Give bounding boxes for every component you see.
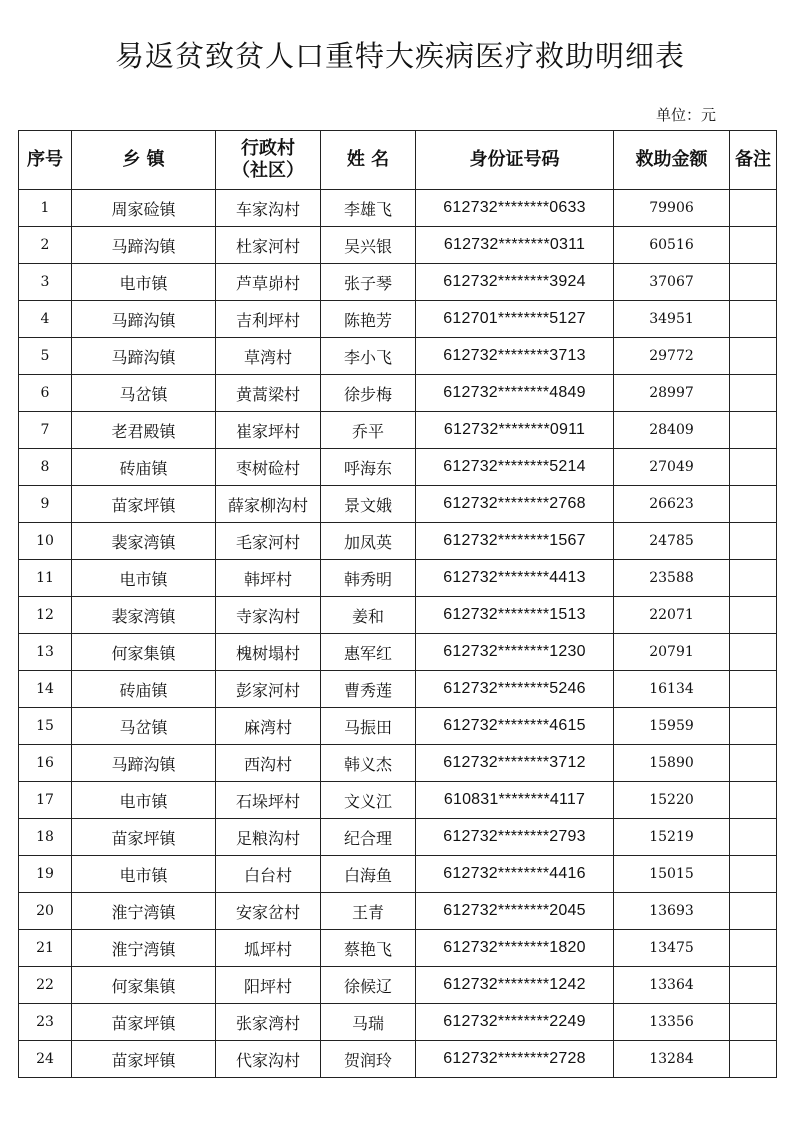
cell-amount: 15220 <box>614 782 730 819</box>
document-title: 易返贫致贫人口重特大疾病医疗救助明细表 <box>114 39 685 73</box>
cell-id-number: 612732********5214 <box>416 449 614 486</box>
cell-village: 麻湾村 <box>216 708 321 745</box>
table-row <box>19 449 777 486</box>
cell-seq: 22 <box>19 967 72 1004</box>
cell-id-number: 612732********3924 <box>416 264 614 301</box>
cell-seq: 24 <box>19 1041 72 1078</box>
table-header-row <box>19 131 777 190</box>
cell-village: 彭家河村 <box>216 671 321 708</box>
cell-amount: 79906 <box>614 190 730 227</box>
cell-remark <box>730 264 777 301</box>
cell-name: 马瑞 <box>321 1004 416 1041</box>
cell-village: 杜家河村 <box>216 227 321 264</box>
cell-remark <box>730 893 777 930</box>
cell-amount: 13284 <box>614 1041 730 1078</box>
cell-id-number: 610831********4117 <box>416 782 614 819</box>
relief-detail-table <box>18 130 777 1078</box>
cell-amount: 13693 <box>614 893 730 930</box>
cell-town: 苗家坪镇 <box>72 819 216 856</box>
cell-id-number: 612732********3713 <box>416 338 614 375</box>
cell-town: 周家硷镇 <box>72 190 216 227</box>
cell-seq: 15 <box>19 708 72 745</box>
cell-amount: 60516 <box>614 227 730 264</box>
table-body <box>19 190 777 1078</box>
cell-seq: 5 <box>19 338 72 375</box>
cell-name: 蔡艳飞 <box>321 930 416 967</box>
cell-id-number: 612732********2045 <box>416 893 614 930</box>
cell-seq: 9 <box>19 486 72 523</box>
cell-town: 马蹄沟镇 <box>72 227 216 264</box>
table-row <box>19 967 777 1004</box>
table-row <box>19 227 777 264</box>
cell-name: 吴兴银 <box>321 227 416 264</box>
cell-name: 张子琴 <box>321 264 416 301</box>
table-row <box>19 338 777 375</box>
cell-id-number: 612732********1820 <box>416 930 614 967</box>
cell-id-number: 612732********2728 <box>416 1041 614 1078</box>
cell-town: 何家集镇 <box>72 967 216 1004</box>
cell-name: 白海鱼 <box>321 856 416 893</box>
cell-town: 苗家坪镇 <box>72 486 216 523</box>
cell-town: 电市镇 <box>72 856 216 893</box>
cell-village: 白台村 <box>216 856 321 893</box>
cell-village: 枣树硷村 <box>216 449 321 486</box>
cell-town: 马蹄沟镇 <box>72 338 216 375</box>
cell-name: 景文娥 <box>321 486 416 523</box>
cell-village: 石垛坪村 <box>216 782 321 819</box>
table-row <box>19 1004 777 1041</box>
cell-name: 姜和 <box>321 597 416 634</box>
cell-remark <box>730 967 777 1004</box>
cell-village: 西沟村 <box>216 745 321 782</box>
cell-town: 电市镇 <box>72 782 216 819</box>
cell-id-number: 612701********5127 <box>416 301 614 338</box>
table-row <box>19 819 777 856</box>
table-row <box>19 634 777 671</box>
cell-seq: 17 <box>19 782 72 819</box>
cell-amount: 34951 <box>614 301 730 338</box>
header-remark: 备注 <box>730 131 777 190</box>
cell-village: 吉利坪村 <box>216 301 321 338</box>
cell-id-number: 612732********5246 <box>416 671 614 708</box>
header-village-line2: （社区） <box>232 160 304 181</box>
cell-village: 坬坪村 <box>216 930 321 967</box>
cell-remark <box>730 819 777 856</box>
cell-seq: 16 <box>19 745 72 782</box>
cell-id-number: 612732********4416 <box>416 856 614 893</box>
cell-name: 徐候辽 <box>321 967 416 1004</box>
cell-seq: 20 <box>19 893 72 930</box>
table-row <box>19 190 777 227</box>
cell-amount: 27049 <box>614 449 730 486</box>
cell-name: 曹秀莲 <box>321 671 416 708</box>
cell-name: 韩义杰 <box>321 745 416 782</box>
cell-seq: 3 <box>19 264 72 301</box>
cell-village: 黄蒿梁村 <box>216 375 321 412</box>
cell-village: 毛家河村 <box>216 523 321 560</box>
cell-id-number: 612732********0311 <box>416 227 614 264</box>
cell-village: 寺家沟村 <box>216 597 321 634</box>
cell-town: 马蹄沟镇 <box>72 745 216 782</box>
cell-village: 崔家坪村 <box>216 412 321 449</box>
cell-town: 苗家坪镇 <box>72 1041 216 1078</box>
cell-town: 砖庙镇 <box>72 671 216 708</box>
cell-village: 槐树塌村 <box>216 634 321 671</box>
cell-village: 安家岔村 <box>216 893 321 930</box>
cell-amount: 26623 <box>614 486 730 523</box>
cell-remark <box>730 597 777 634</box>
cell-town: 马岔镇 <box>72 375 216 412</box>
table-row <box>19 597 777 634</box>
cell-amount: 15015 <box>614 856 730 893</box>
cell-remark <box>730 856 777 893</box>
cell-amount: 37067 <box>614 264 730 301</box>
cell-remark <box>730 708 777 745</box>
cell-village: 阳坪村 <box>216 967 321 1004</box>
cell-id-number: 612732********2249 <box>416 1004 614 1041</box>
cell-name: 惠军红 <box>321 634 416 671</box>
cell-town: 裴家湾镇 <box>72 523 216 560</box>
cell-seq: 1 <box>19 190 72 227</box>
unit-label: 单位：元 <box>656 106 717 124</box>
cell-town: 裴家湾镇 <box>72 597 216 634</box>
cell-name: 贺润玲 <box>321 1041 416 1078</box>
cell-seq: 23 <box>19 1004 72 1041</box>
cell-town: 电市镇 <box>72 264 216 301</box>
cell-amount: 13364 <box>614 967 730 1004</box>
table-row <box>19 523 777 560</box>
cell-remark <box>730 338 777 375</box>
cell-id-number: 612732********4615 <box>416 708 614 745</box>
cell-name: 乔平 <box>321 412 416 449</box>
cell-remark <box>730 1041 777 1078</box>
cell-amount: 20791 <box>614 634 730 671</box>
header-amount: 救助金额 <box>614 131 730 190</box>
cell-town: 淮宁湾镇 <box>72 893 216 930</box>
cell-id-number: 612732********2768 <box>416 486 614 523</box>
cell-remark <box>730 671 777 708</box>
cell-id-number: 612732********1513 <box>416 597 614 634</box>
cell-town: 苗家坪镇 <box>72 1004 216 1041</box>
cell-town: 电市镇 <box>72 560 216 597</box>
cell-village: 芦草峁村 <box>216 264 321 301</box>
cell-name: 文义江 <box>321 782 416 819</box>
table-row <box>19 486 777 523</box>
cell-name: 马振田 <box>321 708 416 745</box>
cell-seq: 18 <box>19 819 72 856</box>
cell-name: 陈艳芳 <box>321 301 416 338</box>
cell-name: 呼海东 <box>321 449 416 486</box>
cell-seq: 14 <box>19 671 72 708</box>
cell-seq: 19 <box>19 856 72 893</box>
cell-seq: 21 <box>19 930 72 967</box>
header-name: 姓 名 <box>321 131 416 190</box>
table-row <box>19 782 777 819</box>
cell-id-number: 612732********0911 <box>416 412 614 449</box>
header-seq: 序号 <box>19 131 72 190</box>
cell-id-number: 612732********1242 <box>416 967 614 1004</box>
cell-id-number: 612732********4849 <box>416 375 614 412</box>
cell-town: 马岔镇 <box>72 708 216 745</box>
cell-remark <box>730 930 777 967</box>
cell-town: 马蹄沟镇 <box>72 301 216 338</box>
table-row <box>19 375 777 412</box>
cell-name: 加凤英 <box>321 523 416 560</box>
cell-town: 砖庙镇 <box>72 449 216 486</box>
cell-seq: 11 <box>19 560 72 597</box>
cell-id-number: 612732********1567 <box>416 523 614 560</box>
cell-seq: 6 <box>19 375 72 412</box>
cell-remark <box>730 412 777 449</box>
cell-seq: 13 <box>19 634 72 671</box>
cell-remark <box>730 375 777 412</box>
cell-seq: 4 <box>19 301 72 338</box>
cell-amount: 15959 <box>614 708 730 745</box>
cell-seq: 12 <box>19 597 72 634</box>
cell-remark <box>730 523 777 560</box>
cell-remark <box>730 1004 777 1041</box>
cell-amount: 28997 <box>614 375 730 412</box>
cell-seq: 10 <box>19 523 72 560</box>
cell-seq: 2 <box>19 227 72 264</box>
cell-name: 韩秀明 <box>321 560 416 597</box>
header-village-line1: 行政村 <box>241 138 295 159</box>
cell-remark <box>730 745 777 782</box>
cell-amount: 13356 <box>614 1004 730 1041</box>
cell-town: 淮宁湾镇 <box>72 930 216 967</box>
cell-name: 李小飞 <box>321 338 416 375</box>
cell-name: 纪合理 <box>321 819 416 856</box>
cell-seq: 8 <box>19 449 72 486</box>
cell-remark <box>730 190 777 227</box>
cell-name: 李雄飞 <box>321 190 416 227</box>
cell-amount: 23588 <box>614 560 730 597</box>
header-village <box>216 131 321 190</box>
header-id-number: 身份证号码 <box>416 131 614 190</box>
cell-id-number: 612732********4413 <box>416 560 614 597</box>
cell-amount: 15219 <box>614 819 730 856</box>
table-row <box>19 1041 777 1078</box>
cell-amount: 16134 <box>614 671 730 708</box>
cell-amount: 24785 <box>614 523 730 560</box>
cell-remark <box>730 560 777 597</box>
cell-amount: 29772 <box>614 338 730 375</box>
cell-village: 足粮沟村 <box>216 819 321 856</box>
table-row <box>19 856 777 893</box>
cell-name: 王青 <box>321 893 416 930</box>
cell-town: 何家集镇 <box>72 634 216 671</box>
cell-village: 韩坪村 <box>216 560 321 597</box>
cell-amount: 28409 <box>614 412 730 449</box>
cell-id-number: 612732********3712 <box>416 745 614 782</box>
cell-remark <box>730 486 777 523</box>
table-row <box>19 930 777 967</box>
cell-remark <box>730 634 777 671</box>
table-row <box>19 560 777 597</box>
table-row <box>19 301 777 338</box>
cell-village: 车家沟村 <box>216 190 321 227</box>
cell-amount: 13475 <box>614 930 730 967</box>
cell-name: 徐步梅 <box>321 375 416 412</box>
cell-village: 薛家柳沟村 <box>216 486 321 523</box>
cell-id-number: 612732********2793 <box>416 819 614 856</box>
cell-remark <box>730 301 777 338</box>
table-row <box>19 745 777 782</box>
cell-seq: 7 <box>19 412 72 449</box>
cell-remark <box>730 227 777 264</box>
table-row <box>19 671 777 708</box>
cell-remark <box>730 449 777 486</box>
cell-amount: 15890 <box>614 745 730 782</box>
cell-village: 草湾村 <box>216 338 321 375</box>
cell-village: 张家湾村 <box>216 1004 321 1041</box>
cell-id-number: 612732********1230 <box>416 634 614 671</box>
cell-village: 代家沟村 <box>216 1041 321 1078</box>
table-row <box>19 412 777 449</box>
table-row <box>19 708 777 745</box>
cell-id-number: 612732********0633 <box>416 190 614 227</box>
header-town: 乡 镇 <box>72 131 216 190</box>
cell-remark <box>730 782 777 819</box>
cell-amount: 22071 <box>614 597 730 634</box>
table-row <box>19 893 777 930</box>
cell-town: 老君殿镇 <box>72 412 216 449</box>
table-row <box>19 264 777 301</box>
